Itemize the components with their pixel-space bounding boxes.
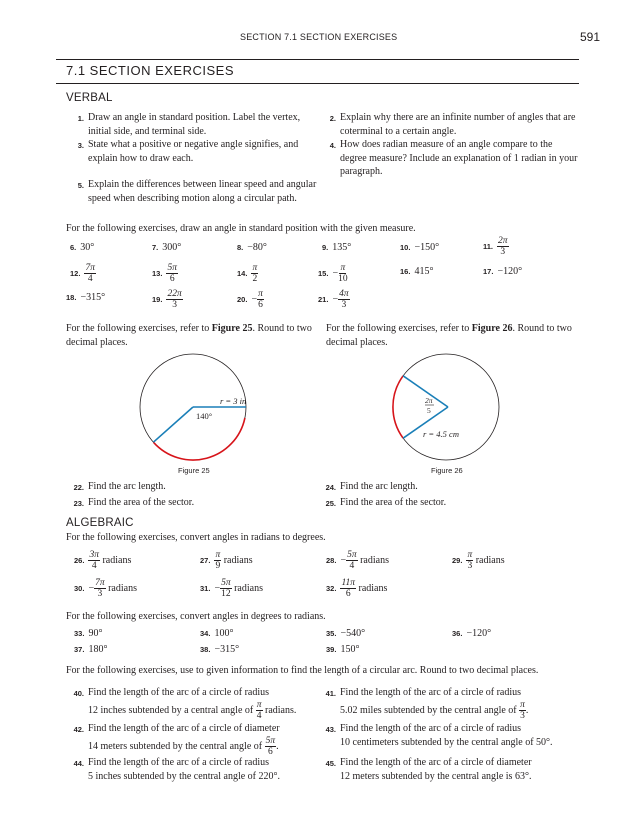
fig26-circle [393, 354, 499, 460]
running-header [0, 32, 630, 46]
exercise-2: 2. Explain why there are an infinite number of angles that are coterminal to a certain angle. [329, 112, 576, 137]
exercise-9: 9. 135° [322, 242, 352, 253]
figure-26-caption: Figure 26 [431, 466, 463, 475]
exercise-24: 24. Find the arc length. [325, 481, 418, 492]
degrees-to-radians-instruction: For the following exercises, convert angles in degrees to radians. [66, 611, 326, 622]
verbal-heading: VERBAL [66, 92, 113, 104]
exercise-36: 36. −120° [452, 628, 492, 639]
exercise-44: 44. Find the length of the arc of a circle of radius 5 inches subtended by the central angle of 220°. [73, 757, 280, 782]
figure-25-caption: Figure 25 [178, 466, 210, 475]
radians-to-degrees-instruction: For the following exercises, convert angles in radians to degrees. [66, 532, 326, 543]
fig26-angle-denominator: 5 [427, 406, 431, 415]
exercise-13: 13. $\frac{5\pi}{6}$ [152, 263, 177, 284]
page-number: 591 [580, 30, 601, 44]
exercise-30: 30. − $\frac{7\pi}{3}$ radians [74, 578, 137, 599]
running-header-section: SECTION 7.1 SECTION EXERCISES [240, 32, 398, 42]
exercise-21: 21. − $\frac{4\pi}{3}$ [318, 289, 349, 310]
exercise-37: 37. 180° [74, 644, 108, 655]
exercise-29: 29. $\frac{\pi}{3}$ radians [452, 550, 505, 571]
section-title: 7.1 SECTION EXERCISES [66, 63, 234, 78]
exercise-17: 17. −120° [483, 266, 523, 277]
exercise-27: 27. $\frac{\pi}{9}$ radians [200, 550, 253, 571]
fig25-instruction: For the following exercises, refer to Figure 25. Round to two decimal places. [66, 323, 312, 348]
exercise-19: 19. $\frac{22\pi}{3}$ [152, 289, 182, 310]
arc-length-instruction: For the following exercises, use to given information to find the length of a circular arc. Round to two decimal places. [66, 665, 539, 676]
exercise-34: 34. 100° [200, 628, 234, 639]
figure-25-diagram [120, 352, 270, 464]
exercise-10: 10. −150° [400, 242, 440, 253]
exercise-14: 14. $\frac{\pi}{2}$ [237, 263, 258, 284]
exercise-26: 26. $\frac{3\pi}{4}$ radians [74, 550, 132, 571]
exercise-25: 25. Find the area of the sector. [325, 497, 447, 508]
exercise-41: 41. Find the length of the arc of a circle of radius 5.02 miles subtended by the central angle of $\frac{\pi}{3}$ . [325, 687, 529, 721]
exercise-16: 16. 415° [400, 266, 434, 277]
fig26-angle-numerator: 2π [425, 396, 433, 405]
fig25-radius-2 [153, 407, 193, 442]
exercise-8: 8. −80° [237, 242, 267, 253]
exercise-4: 4. How does radian measure of an angle compare to the degree measure? Include an explanation of 1 radian in your paragraph. [329, 139, 578, 177]
exercise-35: 35. −540° [326, 628, 366, 639]
exercise-42: 42. Find the length of the arc of a circle of diameter 14 meters subtended by the central angle of $\frac{5\pi}{6}$ . [73, 723, 280, 757]
fig25-arc [153, 418, 245, 460]
exercise-1: 1. Draw an angle in standard position. Label the vertex, initial side, and terminal side. [77, 112, 301, 137]
exercise-40: 40. Find the length of the arc of a circle of radius 12 inches subtended by a central angle of $\frac{\pi}{4}$ radians. [73, 687, 297, 721]
exercise-23: 23. Find the area of the sector. [73, 497, 195, 508]
exercise-32: 32. $\frac{11\pi}{6}$ radians [326, 578, 388, 599]
exercise-15: 15. − $\frac{\pi}{10}$ [318, 263, 348, 284]
exercise-43: 43. Find the length of the arc of a circle of radius 10 centimeters subtended by the central angle of 50°. [325, 723, 553, 748]
exercise-18: 18. −315° [66, 292, 106, 303]
title-rule-top [56, 59, 579, 60]
fig26-instruction: For the following exercises, refer to Figure 26. Round to two decimal places. [326, 323, 572, 348]
exercise-3: 3. State what a positive or negative angle signifies, and explain how to draw each. [77, 139, 299, 164]
exercise-38: 38. −315° [200, 644, 240, 655]
exercise-20: 20. − $\frac{\pi}{6}$ [237, 289, 263, 310]
exercise-22: 22. Find the arc length. [73, 481, 166, 492]
exercise-31: 31. − $\frac{5\pi}{12}$ radians [200, 578, 263, 599]
exercise-45: 45. Find the length of the arc of a circle of diameter 12 meters subtended by the central angle is 63°. [325, 757, 532, 782]
exercise-7: 7. 300° [152, 242, 182, 253]
draw-instruction: For the following exercises, draw an angle in standard position with the given measure. [66, 223, 416, 234]
figure-26-diagram [392, 352, 502, 464]
exercise-33: 33. 90° [74, 628, 103, 639]
exercise-5: 5. Explain the differences between linear speed and angular speed when describing motion along a circular path. [77, 179, 317, 204]
exercise-11: 11. $\frac{2\pi}{3}$ [483, 236, 508, 257]
fig25-radius-label: r = 3 in [220, 396, 247, 406]
algebraic-heading: ALGEBRAIC [66, 517, 134, 529]
exercise-39: 39. 150° [326, 644, 360, 655]
fig26-radius-label: r = 4.5 cm [423, 429, 459, 439]
exercise-6: 6. 30° [70, 242, 95, 253]
exercise-12: 12. $\frac{7\pi}{4}$ [70, 263, 95, 284]
exercise-28: 28. − $\frac{5\pi}{4}$ radians [326, 550, 389, 571]
fig26-arc [393, 376, 403, 438]
fig25-angle-label: 140° [196, 411, 213, 421]
title-rule-bottom [56, 83, 579, 84]
